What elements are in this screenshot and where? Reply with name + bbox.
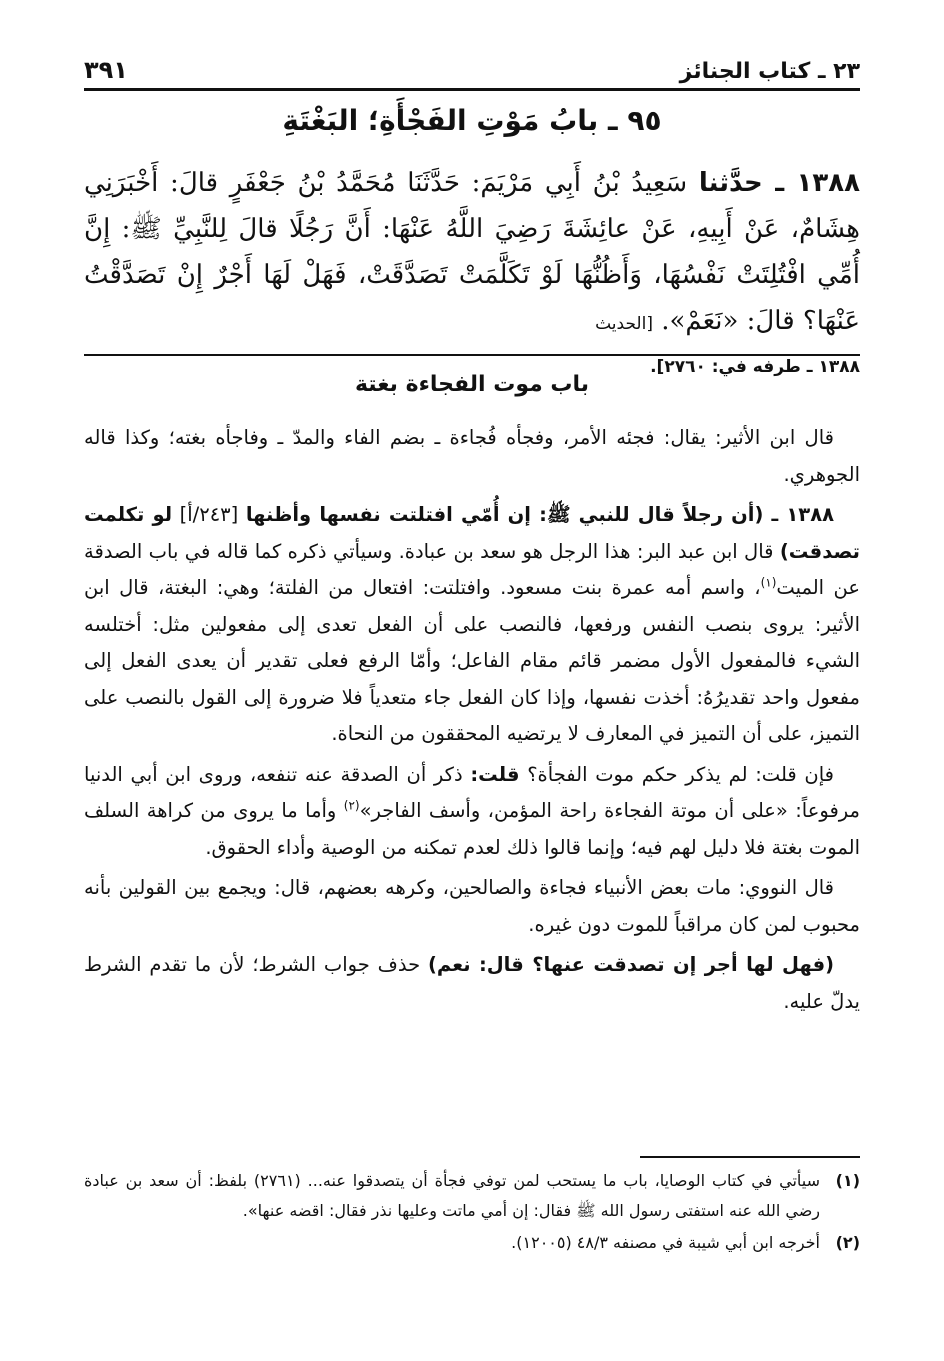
manuscript-ref: [٢٤٣/أ] [179,503,239,526]
commentary-text: فإن قلت: لم يذكر حكم موت الفجأة؟ [527,762,834,786]
hadith-lead: ١٣٨٨ ـ حدَّثنا [698,168,861,198]
footnote-1 [84,1166,860,1226]
quoted-hadith-2: لو تكلمت تصدقت) [84,503,860,563]
footnote-number: (١) [835,1171,860,1190]
quoted-hadith-3: (فهل لها أجر إن تصدقت عنها؟ قال: نعم) [428,953,834,976]
commentary-text: ، واسم أمه عمرة بنت مسعود. وافتلتت: افتعال من الفلتة؛ وهي: البغتة، قال ابن الأثير: يروى بنصب النفس ورفعها، فالنصب على أن الفعل تعدى إلى مفعولين مثل: أختلسه الشيء فالمفعول الأول مضمر قائم مقام الفاعل؛ وأمّا الرفع فعلى تقدير أن يعدى الفعل إلى مفعول واحد تقديرُهُ: أخذت نفسها، وإذا كان الفعل جاء متعدياً فلا ضرورة إلى القول بالنصب على التميز، على أن التميز في المعارف لا يرتضيه المحققون من النحاة. [84,576,860,745]
qultu-marker: قلت: [470,762,520,786]
quoted-hadith-1: ١٣٨٨ ـ (أن رجلاً قال للنبي ﷺ: إن أُمّي افتلتت نفسها وأظنها [245,503,834,526]
commentary-paragraph-5 [84,947,860,1020]
footnote-ref-2[interactable]: (٢) [343,798,360,813]
commentary-text: وأما ما يروى من كراهة السلف الموت بغتة فلا دليل لهم فيه؛ وإنما قالوا ذلك لعدم تمكنه من الوصية وأداء الحقوق. [84,799,860,859]
commentary-title: باب موت الفجاءة بغتة [354,372,590,397]
footnotes [84,1166,860,1260]
hadith-text [84,160,860,385]
section-divider [84,354,860,356]
commentary-paragraph-2 [84,497,860,753]
commentary-text: قال ابن عبد البر: هذا الرجل هو سعد بن عبادة. وسيأتي ذكره كما قاله في باب الصدقة عن الميت [84,539,860,599]
commentary-text: حذف جواب الشرط؛ لأن ما تقدم الشرط يدلّ عليه. [84,953,860,1013]
footnote-ref-1[interactable]: (١) [760,575,777,590]
hadith-body: سَعِيدُ بْنُ أَبِي مَرْيَمَ: حَدَّثَنَا مُحَمَّدُ بْنُ جَعْفَرٍ قالَ: أَخْبَرَنِي هِشَامٌ، عَنْ أَبِيهِ، عَنْ عائِشَةَ رَضِيَ اللَّهُ عَنْهَا: أَنَّ رَجُلًا قالَ لِلنَّبِيِّ ﷺ: إِنَّ أُمِّي افْتُلِتَتْ نَفْسُهَا، وَأَظُنُّهَا لَوْ تَكَلَّمَتْ تَصَدَّقَتْ، فَهَلْ لَهَا أَجْرٌ إِنْ تَصَدَّقْتُ عَنْهَا؟ قالَ: «نَعَمْ». [84,168,860,336]
page-number: ٣٩١ [84,56,128,84]
commentary-body [84,420,860,1024]
hadith-note: [الحديث [595,314,653,334]
footnote-rule [640,1156,860,1158]
page-header [84,40,860,84]
footnote-2 [84,1228,860,1258]
commentary-paragraph-1: قال ابن الأثير: يقال: فجئه الأمر، وفجأه فُجاءة ـ بضم الفاء والمدّ ـ وفاجأه بغته؛ وكذا قاله الجوهري. [84,426,860,486]
footnote-text: سيأتي في كتاب الوصايا، باب ما يستحب لمن توفي فجأة أن يتصدقوا عنه... (٢٧٦١) بلفظ: أن سعد بن عبادة رضي الله عنه استفتى رسول الله ﷺ فقال: إن أمي ماتت وعليها نذر فقال: اقضه عنها». [84,1171,821,1220]
footnote-number: (٢) [835,1233,860,1252]
footnote-text: أخرجه ابن أبي شيبة في مصنفه ٤٨/٣ (١٢٠٠٥). [511,1233,820,1252]
hadith-tarf: ١٣٨٨ ـ طرفه في: ٢٧٦٠]. [650,357,860,377]
commentary-text: ذكر أن الصدقة عنه تنفعه، وروى ابن أبي الدنيا مرفوعاً: «على أن موتة الفجاءة راحة المؤمن، وأسف الفاجر» [84,762,860,822]
chapter-heading: ٩٥ ـ بابُ مَوْتِ الفَجْأَةِ؛ البَغْتَةِ [282,104,662,137]
commentary-paragraph-4: قال النووي: مات بعض الأنبياء فجاءة والصالحين، وكرهه بعضهم، قال: ويجمع بين القولين بأنه محبوب لمن كان مراقباً للموت دون غيره. [84,876,860,936]
book-title: ٢٣ ـ كتاب الجنائز [679,59,860,84]
header-rule [84,88,860,91]
commentary-paragraph-3 [84,757,860,867]
